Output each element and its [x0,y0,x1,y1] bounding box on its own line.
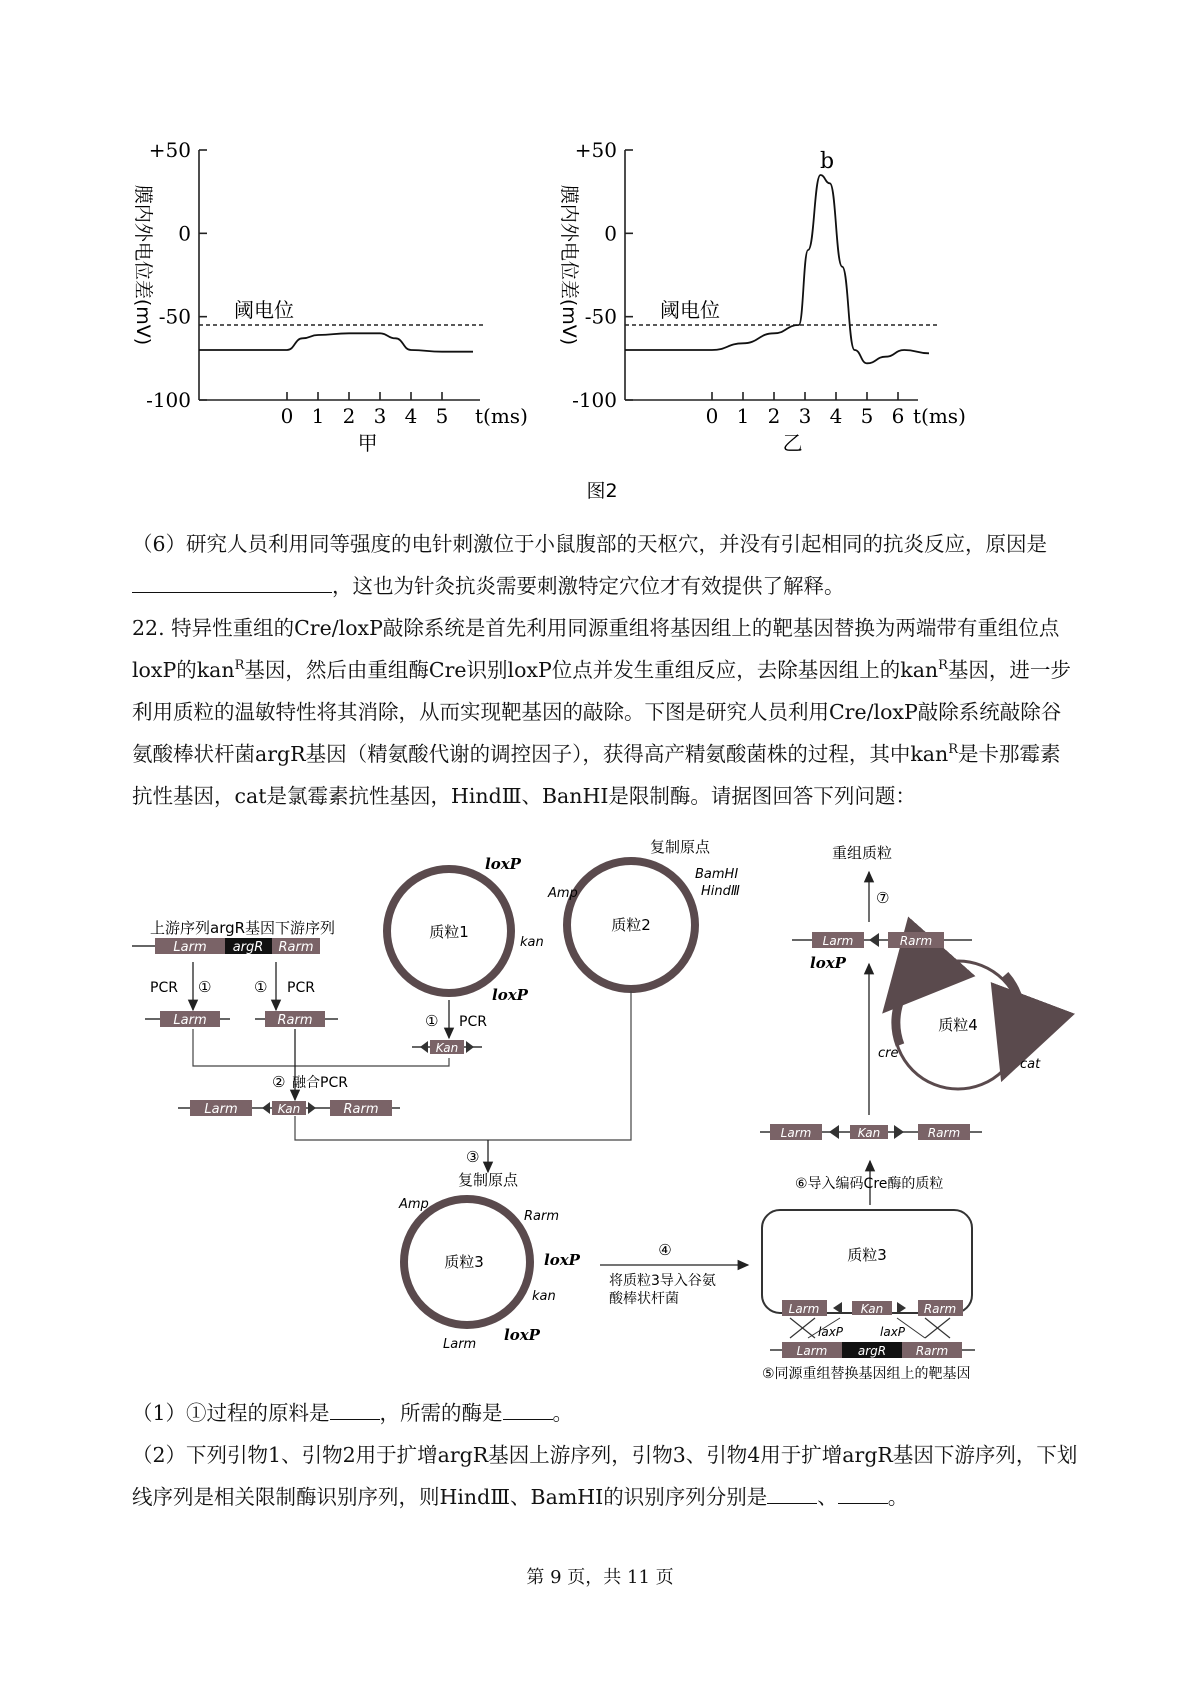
q1-text-c: 。 [552,1401,574,1425]
plasmid-1-label: 质粒1 [429,923,469,941]
larm-label: Larm [443,1337,477,1352]
x-tick-label: 3 [373,404,387,428]
larm-label: Larm [204,1102,238,1117]
loxp-label: loxP [485,855,521,873]
kanr-label: kan [532,1289,556,1304]
q1-answer-blank-2[interactable] [503,1399,553,1420]
x-tick-label: 1 [311,404,325,428]
superscript-r: R [938,658,948,674]
question-22-1 [132,1392,1078,1434]
page-footer: 第 9 页，共 11 页 [526,1567,674,1588]
origin-label: 复制原点 [650,838,711,856]
rarm-label: Rarm [923,1302,957,1316]
upstream-label: 上游序列argR基因下游序列 [150,919,336,937]
superscript-r: R [948,742,958,758]
q6-answer-blank[interactable] [132,572,332,593]
rarm-label: Rarm [524,1209,560,1224]
step-1-label: ① [425,1012,439,1030]
y-tick-label: 0 [178,221,191,246]
q22-text-c: 基因，进一步利用质粒的温敏特性将其消除，从而实现靶基因的敲除。下图是研究人员利用Cre/loxP敲除系统敲除谷氨酸棒状杆菌argR基因（精氨酸代谢的调控因子），获得高产精氨酸菌株的过程，其中kan [132,658,1071,766]
x-axis-label: t(ms) [475,404,528,428]
peak-label: b [820,149,835,174]
larm-label: Larm [796,1344,828,1358]
rarm-label: Rarm [927,1126,961,1140]
rarm-label: Rarm [899,934,933,948]
question-6 [132,523,1078,607]
step-3-label: ③ [466,1148,480,1166]
cre-label: cre [878,1046,899,1061]
larm-label: Larm [822,934,854,948]
q2-answer-blank-1[interactable] [767,1483,817,1504]
y-tick-label: -50 [158,304,191,329]
superscript-r: R [234,658,245,674]
kan-label: Kan [857,1126,881,1140]
threshold-label: 阈电位 [234,298,294,322]
step-2-label: ② [272,1073,286,1091]
loxp-label: loxP [492,986,528,1004]
figure-2 [0,130,1200,510]
argr-label: argR [857,1344,887,1358]
recombinant-plasmid-label: 重组质粒 [832,844,893,862]
q22-text-b: 基因，然后由重组酶Cre识别loxP位点并发生重组反应，去除基因组上的kan [244,658,939,682]
rarm-label: Rarm [277,1013,313,1028]
larm-label: Larm [173,1013,207,1028]
x-tick-label: 4 [829,404,843,428]
amp-label: Amp [548,886,578,901]
y-tick-label: -100 [146,388,191,412]
q6-text-2: ，这也为针灸抗炎需要刺激特定穴位才有效提供了解释。 [332,574,845,598]
step-7-label: ⑦ [876,889,890,907]
y-axis-label: 膜内外电位差(mV) [132,184,154,346]
x-axis-label: t(ms) [913,404,966,428]
step-4-label: ④ [658,1241,672,1259]
q22-text-a: 22. 特异性重组的Cre/loxP敲除系统是首先利用同源重组将基因组上的靶基因替换为两端带有重组位点loxP的kan [132,616,1060,682]
q6-text-1: （6）研究人员利用同等强度的电针刺激位于小鼠腹部的天枢穴，并没有引起相同的抗炎反应，原因是 [132,532,1048,556]
q1-text-b: ，所需的酶是 [379,1401,503,1425]
y-axis-label: 膜内外电位差(mV) [558,184,580,346]
step-4-text: 将质粒3导入谷氨 [609,1273,716,1289]
chart-yi [558,138,966,455]
bamh1-label: BamHⅠ [695,867,739,882]
pcr-label: PCR [150,980,178,996]
q22-text-d: 是卡那霉素抗性基因，cat是氯霉素抗性基因，HindⅢ、BanHⅠ是限制酶。请据图回答下列问题： [132,742,1061,808]
x-tick-label: 1 [736,404,750,428]
x-tick-label: 0 [280,404,294,428]
y-tick-label: -100 [572,388,617,412]
q1-text-a: （1）①过程的原料是 [132,1401,330,1425]
step-4-text: 酸棒状杆菌 [609,1291,679,1307]
kan-label: Kan [435,1041,459,1055]
pcr-label: PCR [287,980,315,996]
y-tick-label: 0 [604,221,617,246]
hind3-label: HindⅢ [701,884,740,899]
q1-answer-blank-1[interactable] [330,1399,380,1420]
amp-label: Amp [399,1197,429,1212]
panel-label: 乙 [782,431,803,455]
laxp-label: laxP [818,1325,844,1339]
threshold-label: 阈电位 [660,298,720,322]
cre-loxp-diagram [0,830,1200,1390]
pcr-label: PCR [459,1014,487,1030]
step-5-text: ⑤同源重组替换基因组上的靶基因 [762,1366,971,1382]
rarm-label: Rarm [343,1102,379,1117]
x-tick-label: 2 [342,404,356,428]
kan-label: Kan [860,1302,884,1316]
figure-caption: 图2 [586,480,618,502]
larm-label: Larm [173,940,207,955]
argr-label: argR [232,940,264,955]
panel-label: 甲 [357,431,378,455]
plasmid-3-label: 质粒3 [444,1253,484,1271]
plasmid-3-label: 质粒3 [847,1246,887,1264]
fusion-pcr-label: 融合PCR [292,1075,348,1091]
origin-label: 复制原点 [458,1171,519,1189]
q2-answer-blank-2[interactable] [838,1483,888,1504]
potential-curve [199,333,473,351]
potential-curve [625,175,929,363]
x-tick-label: 6 [891,404,905,428]
cat-label: cat [1020,1057,1041,1072]
y-tick-label: +50 [574,138,617,162]
plasmid-4-label: 质粒4 [938,1016,978,1034]
question-22 [132,607,1078,817]
y-tick-label: -50 [584,304,617,329]
x-tick-label: 2 [767,404,781,428]
x-tick-label: 3 [798,404,812,428]
x-tick-label: 5 [860,404,874,428]
loxp-label: loxP [810,954,846,972]
q2-text-b: 、 [817,1485,838,1509]
x-tick-label: 5 [435,404,449,428]
y-tick-label: +50 [148,138,191,162]
step-1-label: ① [198,978,212,996]
loxp-label: loxP [544,1251,580,1269]
question-22-2 [132,1434,1078,1518]
plasmid-2-label: 质粒2 [611,916,651,934]
kanr-label: kan [520,935,544,950]
rarm-label: Rarm [915,1344,949,1358]
rarm-label: Rarm [278,940,314,955]
step-1-label: ① [254,978,268,996]
x-tick-label: 0 [705,404,719,428]
laxp-label: laxP [880,1325,906,1339]
loxp-label: loxP [504,1326,540,1344]
step-6-text: ⑥导入编码Cre酶的质粒 [795,1176,944,1192]
kan-label: Kan [277,1102,301,1116]
larm-label: Larm [788,1302,820,1316]
chart-jia [132,138,528,455]
q2-text-a: （2）下列引物1、引物2用于扩增argR基因上游序列，引物3、引物4用于扩增argR基因下游序列，下划线序列是相关限制酶识别序列，则HindⅢ、BamHⅠ的识别序列分别是 [132,1443,1078,1509]
x-tick-label: 4 [404,404,418,428]
q2-text-c: 。 [887,1485,909,1509]
larm-label: Larm [780,1126,812,1140]
